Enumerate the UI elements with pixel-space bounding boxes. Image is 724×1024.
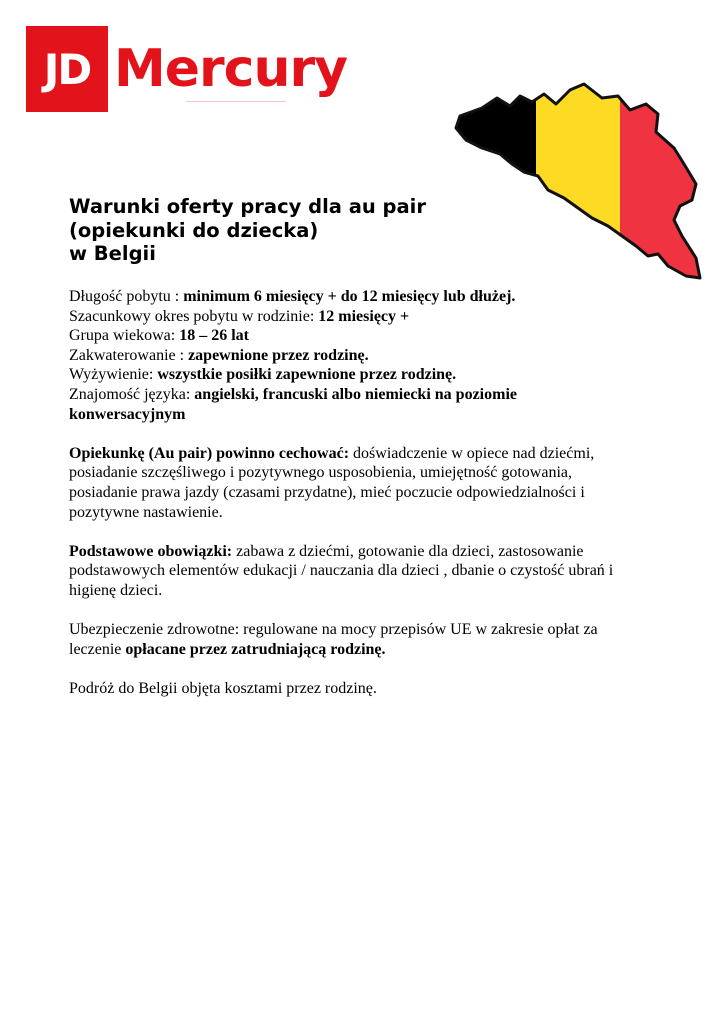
qualities-paragraph <box>69 444 669 522</box>
travel-paragraph <box>69 679 669 699</box>
language-row-cont <box>69 405 669 425</box>
insurance-text-2: leczenie <box>69 640 126 658</box>
family-row <box>69 307 669 327</box>
duties-text-2: podstawowych elementów edukacji / nauczania dla dzieci , dbanie o czystość ubrań i <box>69 562 614 580</box>
food-label: Wyżywienie: <box>69 366 158 384</box>
housing-row <box>69 346 669 366</box>
food-value: wszystkie posiłki zapewnione przez rodzinę. <box>157 366 457 384</box>
title-line-2: (opiekunki do dziecka) <box>69 218 319 242</box>
qualities-text-1: doświadczenie w opiece nad dziećmi, <box>349 444 595 462</box>
language-label: Znajomość języka: <box>69 385 195 403</box>
language-value-cont: konwersacyjnym <box>69 405 186 423</box>
duties-text-3: higienę dzieci. <box>69 581 163 599</box>
language-row <box>69 385 669 405</box>
insurance-text-1: Ubezpieczenie zdrowotne: regulowane na mocy przepisów UE w zakresie opłat za <box>69 621 598 639</box>
title-line-1: Warunki oferty pracy dla au pair <box>69 195 426 218</box>
insurance-paragraph <box>69 620 669 659</box>
details-block <box>69 287 669 424</box>
housing-label: Zakwaterowanie : <box>69 346 189 364</box>
food-row <box>69 365 669 385</box>
flag-yellow-stripe <box>536 80 620 282</box>
age-row <box>69 326 669 346</box>
qualities-text-3: posiadanie prawa jazdy (czasami przydatne), mieć poczucie odpowiedzialności i <box>69 483 585 501</box>
travel-text: Podróż do Belgii objęta kosztami przez rodzinę. <box>69 679 377 697</box>
age-label: Grupa wiekowa: <box>69 327 180 345</box>
family-value: 12 miesięcy + <box>318 307 410 325</box>
logo-jd-block: JD <box>26 26 108 112</box>
duties-paragraph <box>69 542 669 601</box>
housing-value: zapewnione przez rodzinę. <box>188 346 369 364</box>
logo-wordmark: Mercury <box>114 39 348 99</box>
belgium-flag-map-icon <box>452 80 702 282</box>
qualities-text-4: pozytywne nastawienie. <box>69 503 223 521</box>
language-value: angielski, francuski albo niemiecki na poziomie <box>194 385 517 403</box>
qualities-text-2: posiadanie szczęśliwego i pozytywnego usposobienia, umiejętność gotowania, <box>69 464 572 482</box>
title-line-3: w Belgii <box>69 242 156 265</box>
duties-label: Podstawowe obowiązki: <box>69 542 233 560</box>
age-value: 18 – 26 lat <box>179 327 249 345</box>
duties-text-1: zabawa z dziećmi, gotowanie dla dzieci, zastosowanie <box>232 542 584 560</box>
offer-content <box>69 287 669 698</box>
jd-mercury-logo <box>26 26 365 112</box>
page-title <box>69 195 469 266</box>
family-label: Szacunkowy okres pobytu w rodzinie: <box>69 307 319 325</box>
insurance-payer: opłacane przez zatrudniającą rodzinę. <box>125 640 386 658</box>
stay-row <box>69 287 669 307</box>
qualities-label: Opiekunkę (Au pair) powinno cechować: <box>69 444 350 462</box>
logo-underline <box>186 101 286 102</box>
stay-label: Długość pobytu : <box>69 288 184 305</box>
stay-value: minimum 6 miesięcy + do 12 miesięcy lub dłużej. <box>183 288 516 305</box>
